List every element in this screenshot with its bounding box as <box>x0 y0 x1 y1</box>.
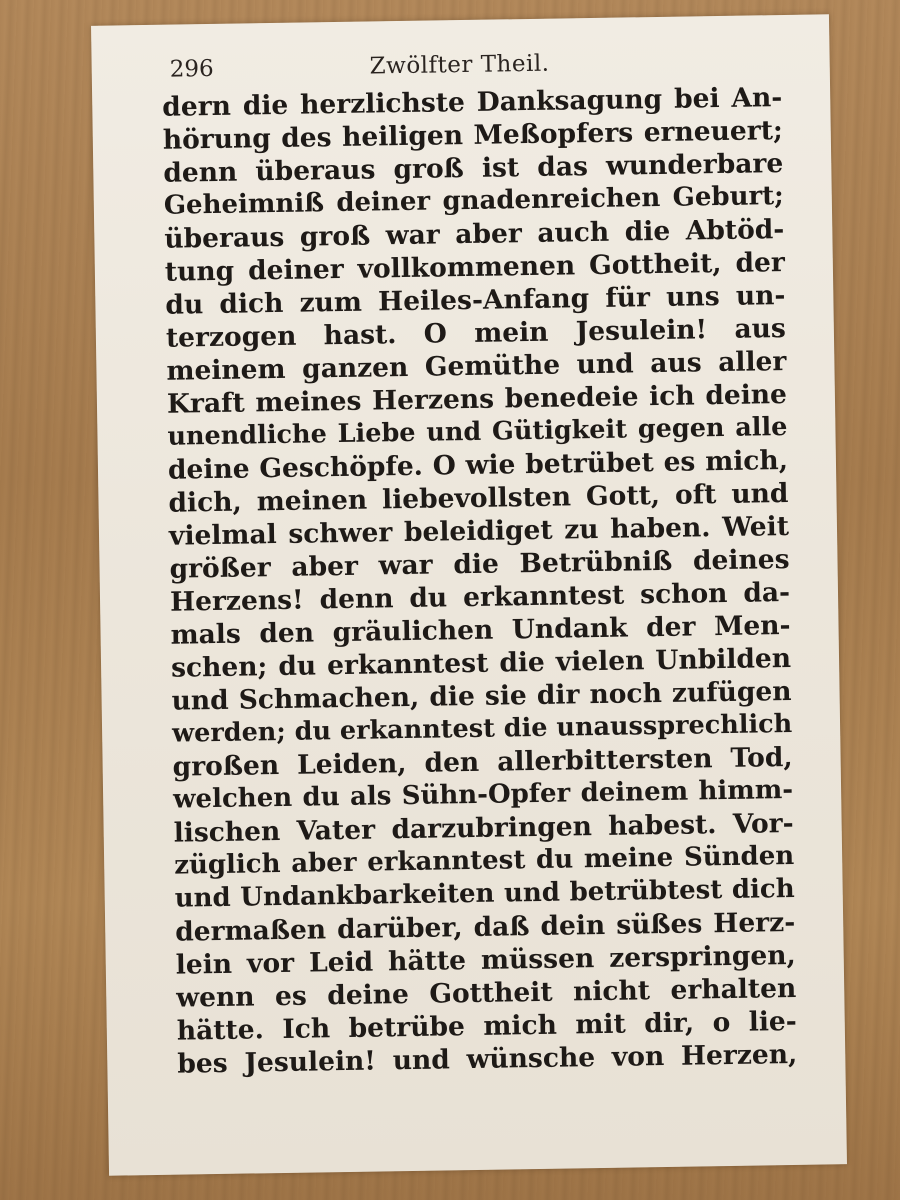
text-line: schen; du erkanntest die vielen Unbilden <box>170 642 792 684</box>
book-page <box>91 14 847 1175</box>
text-line: welchen du als Sühn-Opfer deinem himm- <box>172 774 794 815</box>
text-line: wenn es deine Gottheit nicht erhalten <box>176 972 797 1014</box>
text-line: Herzens! denn du erkanntest schon da- <box>169 576 791 618</box>
text-line: überaus groß war aber auch die Abtöd- <box>164 214 785 255</box>
text-line: dern die herzlichste Danksagung bei An- <box>162 82 783 123</box>
text-line: Geheimniß deiner gnadenreichen Geburt; <box>163 181 785 221</box>
text-line: tung deiner vollkommenen Gottheit, der <box>164 247 786 288</box>
text-line: Kraft meines Herzens benedeie ich deine <box>166 378 788 420</box>
body-text <box>162 81 797 1081</box>
text-line: du dich zum Heiles-Anfang für uns un- <box>165 279 786 321</box>
text-line: werden; du erkanntest die unaussprechlich <box>171 708 793 749</box>
text-line: hörung des heiligen Meßopfers erneuert; <box>162 115 783 156</box>
text-line: lein vor Leid hätte müssen zerspringen, <box>175 939 796 981</box>
text-line: und Schmachen, die sie dir noch zufügen <box>171 675 792 717</box>
text-line: großen Leiden, den allerbittersten Tod, <box>172 741 793 783</box>
text-line: hätte. Ich betrübe mich mit dir, o lie- <box>176 1005 797 1047</box>
text-line: mals den gräulichen Undank der Men- <box>170 609 791 651</box>
text-line: meinem ganzen Gemüthe und aus aller <box>166 345 787 387</box>
running-head: Zwölfter Theil. <box>369 50 550 80</box>
text-line: dich, meinen liebevollsten Gott, oft und <box>168 477 789 519</box>
text-line: und Undankbarkeiten und betrübtest dich <box>174 873 795 914</box>
text-line: deine Geschöpfe. O wie betrübet es mich, <box>167 444 789 486</box>
text-line: züglich aber erkanntest du meine Sünden <box>173 840 795 881</box>
text-line: denn überaus groß ist das wunderbare <box>163 148 784 189</box>
text-line: lischen Vater darzubringen habest. Vor- <box>173 807 794 849</box>
text-line: terzogen hast. O mein Jesulein! aus <box>165 312 787 354</box>
text-line: vielmal schwer beleidiget zu haben. Weit <box>168 510 790 552</box>
text-line: dermaßen darüber, daß dein süßes Herz- <box>175 906 796 948</box>
text-line: größer aber war die Betrübniß deines <box>169 543 790 585</box>
text-line: bes Jesulein! und wünsche von Herzen, <box>177 1038 798 1080</box>
text-line: unendliche Liebe und Gütigkeit gegen alle <box>167 411 788 452</box>
page-number: 296 <box>169 55 214 83</box>
